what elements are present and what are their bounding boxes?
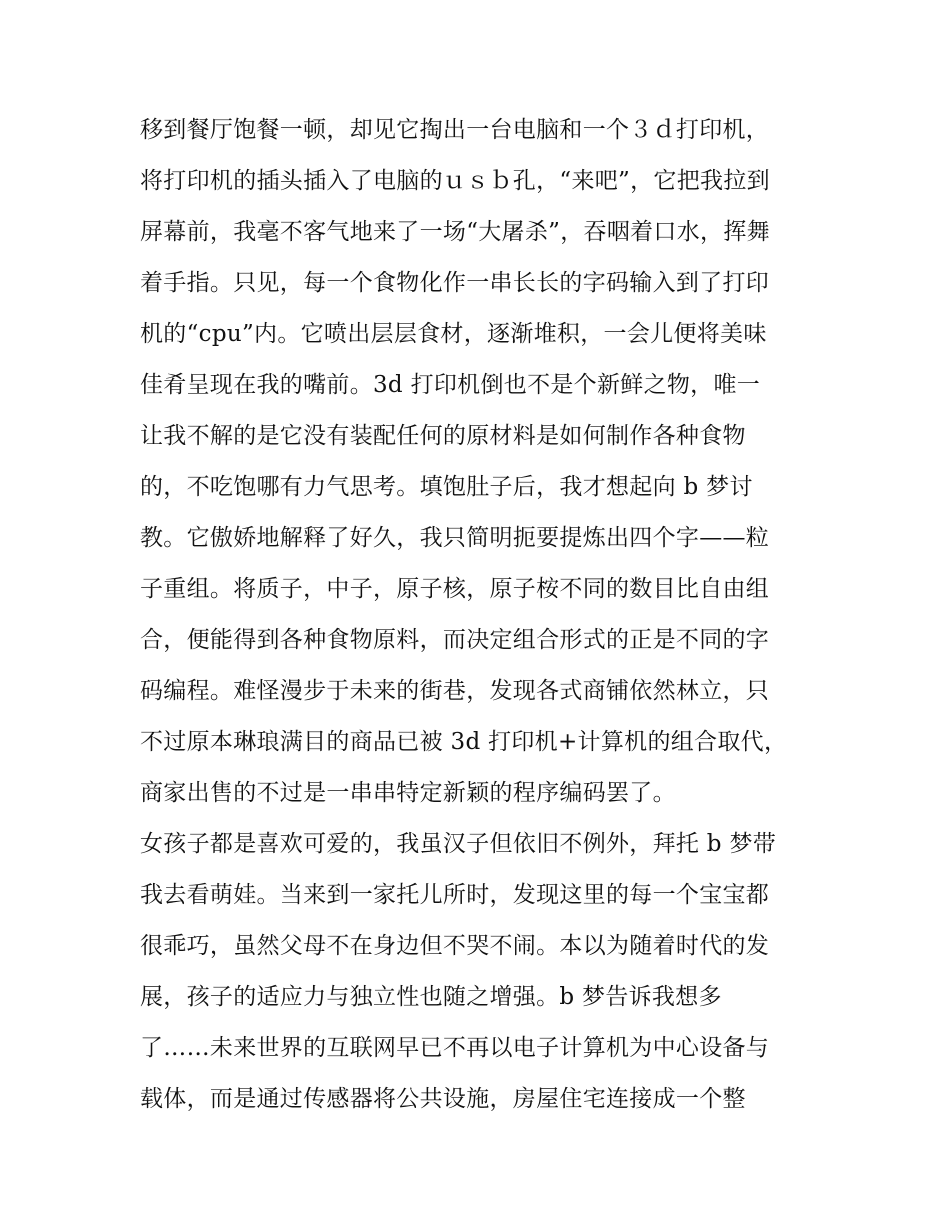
text-line-7: 让我不解的是它没有装配任何的原材料是如何制作各种食物 <box>140 423 746 449</box>
text-line-9: 教。它傲娇地解释了好久，我只简明扼要提炼出四个字——粒 <box>140 525 770 551</box>
text-line-11: 合，便能得到各种食物原料，而决定组合形式的正是不同的字 <box>140 627 770 653</box>
text-line-13: 不过原本琳琅满目的商品已被 3d 打印机+计算机的组合取代， <box>140 729 788 755</box>
text-line-15: 女孩子都是喜欢可爱的，我虽汉子但依旧不例外，拜托 b 梦带 <box>140 831 777 857</box>
text-line-2: 将打印机的插头插入了电脑的ｕｓｂ孔，“来吧”，它把我拉到 <box>140 168 770 194</box>
text-line-14: 商家出售的不过是一串串特定新颖的程序编码罢了。 <box>140 780 676 806</box>
text-line-12: 码编程。难怪漫步于未来的街巷，发现各式商铺依然林立，只 <box>140 678 770 704</box>
text-line-8: 的，不吃饱哪有力气思考。填饱肚子后，我才想起向 b 梦讨 <box>140 474 753 500</box>
text-line-20: 载体，而是通过传感器将公共设施，房屋住宅连接成一个整 <box>140 1086 746 1112</box>
text-line-17: 很乖巧，虽然父母不在身边但不哭不闹。本以为随着时代的发 <box>140 933 770 959</box>
text-line-19: 了……未来世界的互联网早已不再以电子计算机为中心设备与 <box>140 1035 770 1061</box>
body-text <box>140 105 820 1125</box>
text-line-6: 佳肴呈现在我的嘴前。3d 打印机倒也不是个新鲜之物，唯一 <box>140 372 761 398</box>
text-line-10: 子重组。将质子，中子，原子核，原子桉不同的数目比自由组 <box>140 576 770 602</box>
text-line-5: 机的“cpu”内。它喷出层层食材，逐渐堆积，一会儿便将美味 <box>140 321 767 347</box>
text-line-1: 移到餐厅饱餐一顿，却见它掏出一台电脑和一个３ｄ打印机， <box>140 117 770 143</box>
text-line-4: 着手指。只见，每一个食物化作一串长长的字码输入到了打印 <box>140 270 770 296</box>
text-line-18: 展，孩子的适应力与独立性也随之增强。b 梦告诉我想多 <box>140 984 722 1010</box>
text-line-3: 屏幕前，我毫不客气地来了一场“大屠杀”，吞咽着口水，挥舞 <box>140 219 770 245</box>
text-line-16: 我去看萌娃。当来到一家托儿所时，发现这里的每一个宝宝都 <box>140 882 770 908</box>
